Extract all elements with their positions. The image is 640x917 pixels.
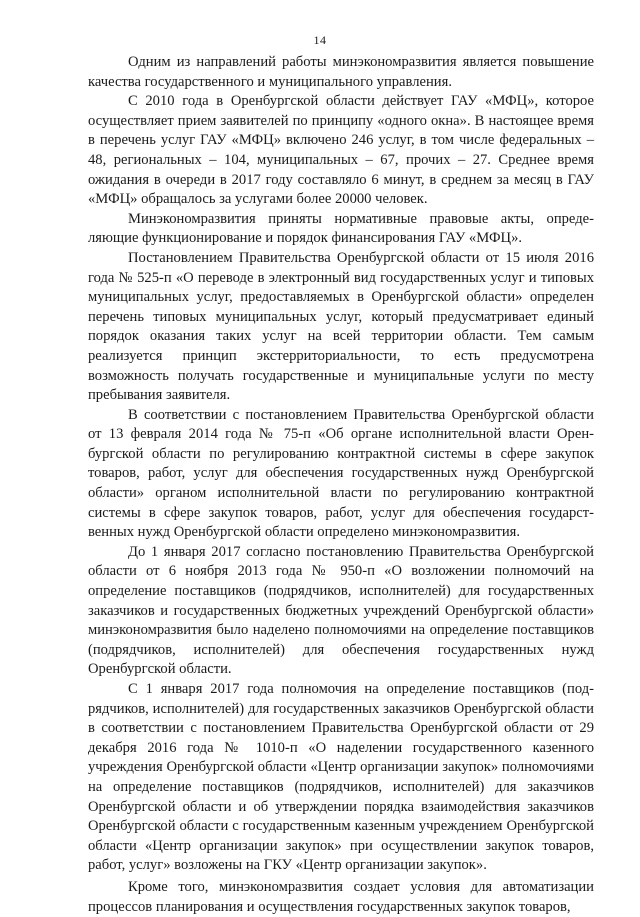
paragraph: Минэкономразвития приняты нормативные правовые акты, определяющие функционирование и порядок финансирования ГАУ «МФЦ».: [88, 210, 594, 247]
paragraph: В соответствии с постановлением Правительства Оренбургской области от 13 февраля 2014 года № 75-п «Об органе исполнительной власти Оренбургской области по регулированию контрактной системы в сфере закупок товаров, работ, услуг для обеспечения государственных нужд Оренбургской области» органом исполнительной власти по регулированию контрактной системы в сфере закупок товаров, работ, услуг для обеспечения государственных нужд Оренбургской области определено минэкономразвития.: [88, 406, 594, 541]
paragraph: Одним из направлений работы минэкономразвития является повышение качества государственного и муниципального управления.: [88, 54, 594, 90]
document-body: [88, 53, 594, 917]
paragraph: Кроме того, минэкономразвития создает условия для автоматизации процессов планирования и осуществления государственных закупок товаров,: [88, 878, 594, 915]
paragraph: До 1 января 2017 согласно постановлению Правительства Оренбургской области от 6 ноября 2013 года № 950-п «О возложении полномочий на определение поставщиков (подрядчиков, исполнителей) для государственных заказчиков и государственных бюджетных учреждений Оренбургской области» минэкономразвития было наделено полномочиями на определение поставщиков (подрядчиков, исполнителей) для обеспечения государственных нужд Оренбургской области.: [88, 543, 594, 678]
paragraph: С 2010 года в Оренбургской области действует ГАУ «МФЦ», которое осуществляет прием заявителей по принципу «одного окна». В настоящее время в перечень услуг ГАУ «МФЦ» включено 246 услуг, в том числе федеральных – 48, региональных – 104, муниципальных – 67, прочих – 27. Среднее время ожидания в очереди в 2017 году составляло 6 минут, в среднем за месяц в ГАУ «МФЦ» обращалось за услугами более 20000 человек.: [88, 93, 594, 208]
page-number: 14: [313, 33, 327, 47]
paragraph: С 1 января 2017 года полномочия на определение поставщиков (подрядчиков, исполнителей) для государственных заказчиков Оренбургской области в соответствии с постановлением Правительства Оренбургской области от 29 декабря 2016 года № 1010-п «О наделении государственного казенного учреждения Оренбургской области «Центр организации закупок» полномочиями на определение поставщиков (подрядчиков, исполнителей) для заказчиков Оренбургской области и об утверждении порядка взаимодействия заказчиков Оренбургской области с государственным казенным учреждением Оренбургской области «Центр организации закупок» при осуществлении закупок товаров, работ, услуг» возложены на ГКУ «Центр организации закупок».: [88, 681, 594, 874]
paragraph: Постановлением Правительства Оренбургской области от 15 июля 2016 года № 525-п «О переводе в электронный вид государственных услуг и типовых муниципальных услуг, предоставляемых в Оренбургской области» определен перечень типовых муниципальных услуг, который предусматривает единый порядок оказания таких услуг на всей территории области. Тем самым реализуется принцип экстерриториальности, то есть предусмотрена возможность получать государственные и муниципальные услуги по месту пребывания заявителя.: [88, 249, 594, 404]
